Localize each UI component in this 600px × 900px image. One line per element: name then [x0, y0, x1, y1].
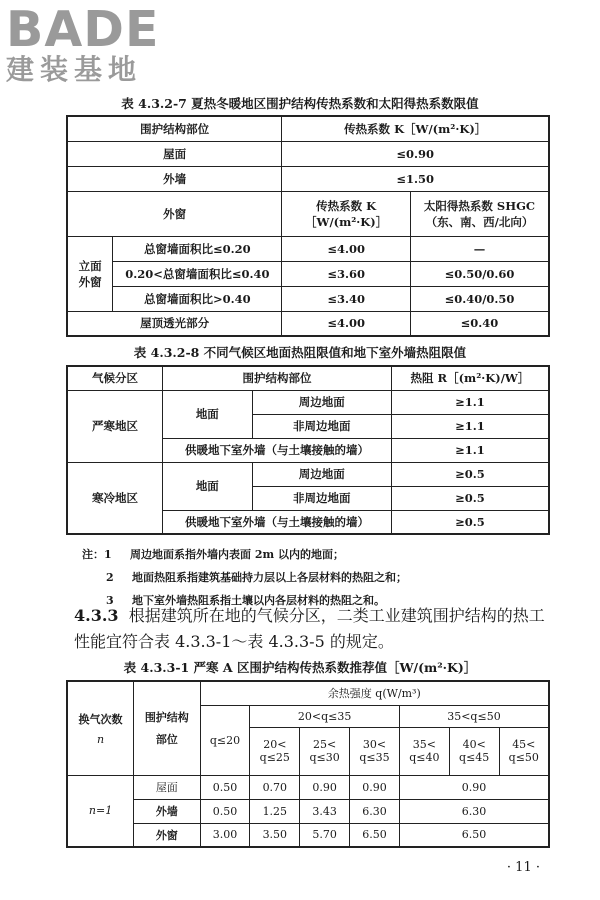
t1-header-shgc: [410, 191, 549, 236]
t3-col-2-a: 25<: [313, 738, 337, 751]
t1-header-k: 传热系数 K［W/(m²·K)］: [282, 116, 549, 141]
t1-roof: 屋面: [67, 141, 282, 166]
t2-z2-basement: 供暖地下室外墙（与土壤接触的墙）: [163, 510, 392, 534]
t2-header-part: 围护结构部位: [163, 366, 392, 390]
t1-wall: 外墙: [67, 166, 282, 191]
table1: [66, 115, 550, 337]
t1-header-k2-line2: ［W/(m²·K)］: [305, 214, 388, 229]
t3-header-part: [134, 681, 200, 775]
t3-n-value: n=1: [67, 775, 134, 847]
t2-z1-ground: 地面: [163, 390, 253, 438]
note-1: [82, 543, 407, 566]
t1-r3: 总窗墙面积比>0.40: [113, 286, 282, 311]
t3-window-v1: 3.50: [250, 823, 300, 847]
t3-header-air-changes-label: 换气次数: [78, 712, 123, 726]
t1-skylight-k: ≤4.00: [282, 311, 411, 336]
t3-wall-v0: 0.50: [200, 799, 250, 823]
t3-roof: 屋面: [134, 775, 200, 799]
table3-caption: 表 4.3.3-1 严寒 A 区围护结构传热系数推荐值［W/(m²·K)］: [123, 660, 477, 675]
t3-col-3-a: 30<: [362, 738, 387, 751]
t3-col-5-b: q≤45: [459, 751, 490, 764]
t2-z2-ground: 地面: [163, 462, 253, 510]
t1-r1: 总窗墙面积比≤0.20: [113, 236, 282, 261]
t1-r3-k: ≤3.40: [282, 286, 411, 311]
t3-header-part-line1: 围护结构: [144, 711, 189, 725]
t1-r2-shgc: ≤0.50/0.60: [410, 261, 549, 286]
note-2: [82, 566, 407, 589]
table1-caption: 表 4.3.2-7 夏热冬暖地区围护结构传热系数和太阳得热系数限值: [121, 96, 479, 111]
t3-roof-v3: 0.90: [350, 775, 400, 799]
t3-col-1: [250, 727, 300, 775]
t3-group-2: 35<q≤50: [399, 705, 549, 727]
t2-z1-v2: ≥1.1: [391, 414, 549, 438]
t3-group-1: 20<q≤35: [250, 705, 400, 727]
t1-r2-k: ≤3.60: [282, 261, 411, 286]
note-3-text: 地下室外墙热阻系指土壤以内各层材料的热阻之和。: [132, 594, 385, 607]
t2-z2-perimeter: 周边地面: [252, 462, 391, 486]
t3-col-3: [350, 727, 400, 775]
t1-skylight: 屋顶透光部分: [67, 311, 282, 336]
t3-roof-v0: 0.50: [200, 775, 250, 799]
t1-r1-shgc: —: [410, 236, 549, 261]
t1-facade: 立面外窗: [67, 236, 113, 311]
t3-col-5: [449, 727, 499, 775]
t2-header-zone: 气候分区: [67, 366, 163, 390]
t3-header-part-line2: 部位: [155, 733, 178, 747]
t2-z2-v2: ≥0.5: [391, 486, 549, 510]
t1-header-shgc-line1: 太阳得热系数 SHGC: [423, 198, 536, 213]
t3-header-n: n: [97, 732, 105, 746]
t1-wall-k: ≤1.50: [282, 166, 549, 191]
t2-header-r: 热阻 R［(m²·K)/W］: [391, 366, 549, 390]
t1-header-shgc-line2: （东、南、西/北向）: [425, 214, 534, 229]
t3-col-2: [300, 727, 350, 775]
t1-window: 外窗: [67, 191, 282, 236]
logo-subtitle: 建装基地: [6, 53, 143, 86]
t3-window: 外窗: [134, 823, 200, 847]
note-3-number: 3: [106, 594, 114, 607]
clause-text: 根据建筑所在地的气候分区，二类工业建筑围护结构的热工性能宜符合表 4.3.3-1～表 4.3.3-5 的规定。: [74, 606, 545, 651]
t3-col-6: [499, 727, 549, 775]
t2-z1-perimeter: 周边地面: [252, 390, 391, 414]
note-label: 注：: [82, 548, 104, 561]
note-2-number: 2: [106, 571, 114, 584]
t3-window-v2: 5.70: [300, 823, 350, 847]
t2-z2-v3: ≥0.5: [391, 510, 549, 534]
t3-window-v3: 6.50: [350, 823, 400, 847]
page-number: · 11 ·: [506, 860, 540, 875]
t3-window-v0: 3.00: [200, 823, 250, 847]
t1-header-part: 围护结构部位: [67, 116, 282, 141]
t3-col-4-b: q≤40: [409, 751, 440, 764]
note-1-text: 周边地面系指外墙内表面 2m 以内的地面；: [130, 548, 344, 561]
t1-skylight-shgc: ≤0.40: [410, 311, 549, 336]
logo-wordmark: BADE: [6, 1, 160, 58]
t2-zone-severe-cold: 严寒地区: [67, 390, 163, 462]
t3-window-v4: 6.50: [399, 823, 549, 847]
t2-z2-non-perimeter: 非周边地面: [252, 486, 391, 510]
t3-col-1-a: 20<: [263, 738, 287, 751]
t3-col-6-a: 45<: [512, 738, 536, 751]
logo: [6, 1, 160, 86]
t1-r3-shgc: ≤0.40/0.50: [410, 286, 549, 311]
t3-roof-v2: 0.90: [300, 775, 350, 799]
t3-wall-v2: 3.43: [300, 799, 350, 823]
t3-col-1-b: q≤25: [259, 751, 290, 764]
note-1-number: 1: [104, 548, 112, 561]
notes: [82, 543, 407, 612]
t1-roof-k: ≤0.90: [282, 141, 549, 166]
t1-r1-k: ≤4.00: [282, 236, 411, 261]
t3-col-q20: q≤20: [200, 705, 250, 775]
table3: [66, 680, 550, 848]
t1-r2: 0.20<总窗墙面积比≤0.40: [113, 261, 282, 286]
t3-roof-v1: 0.70: [250, 775, 300, 799]
table2: [66, 365, 550, 535]
t3-col-4-a: 35<: [412, 738, 436, 751]
t3-wall-v1: 1.25: [250, 799, 300, 823]
t3-wall-v4: 6.30: [399, 799, 549, 823]
t3-roof-v4: 0.90: [399, 775, 549, 799]
t2-z2-v1: ≥0.5: [391, 462, 549, 486]
t1-header-k2-line1: 传热系数 K: [316, 198, 377, 213]
t3-col-4: [399, 727, 449, 775]
t3-col-2-b: q≤30: [309, 751, 340, 764]
t3-col-3-b: q≤35: [359, 751, 390, 764]
clause-paragraph: [74, 603, 554, 655]
t2-z1-v3: ≥1.1: [391, 438, 549, 462]
t3-col-5-a: 40<: [462, 738, 486, 751]
t2-z1-v1: ≥1.1: [391, 390, 549, 414]
t2-z1-non-perimeter: 非周边地面: [252, 414, 391, 438]
t2-zone-cold: 寒冷地区: [67, 462, 163, 534]
t2-z1-basement: 供暖地下室外墙（与土壤接触的墙）: [163, 438, 392, 462]
t1-header-k2: [282, 191, 411, 236]
t3-col-6-b: q≤50: [508, 751, 539, 764]
clause-number: 4.3.3: [74, 606, 119, 625]
table2-caption: 表 4.3.2-8 不同气候区地面热阻限值和地下室外墙热阻限值: [133, 345, 467, 360]
t3-header-q: 余热强度 q(W/m³): [200, 681, 549, 705]
t3-wall: 外墙: [134, 799, 200, 823]
t3-header-air-changes: [67, 681, 134, 775]
note-2-text: 地面热阻系指建筑基础持力层以上各层材料的热阻之和；: [132, 571, 407, 584]
t3-wall-v3: 6.30: [350, 799, 400, 823]
